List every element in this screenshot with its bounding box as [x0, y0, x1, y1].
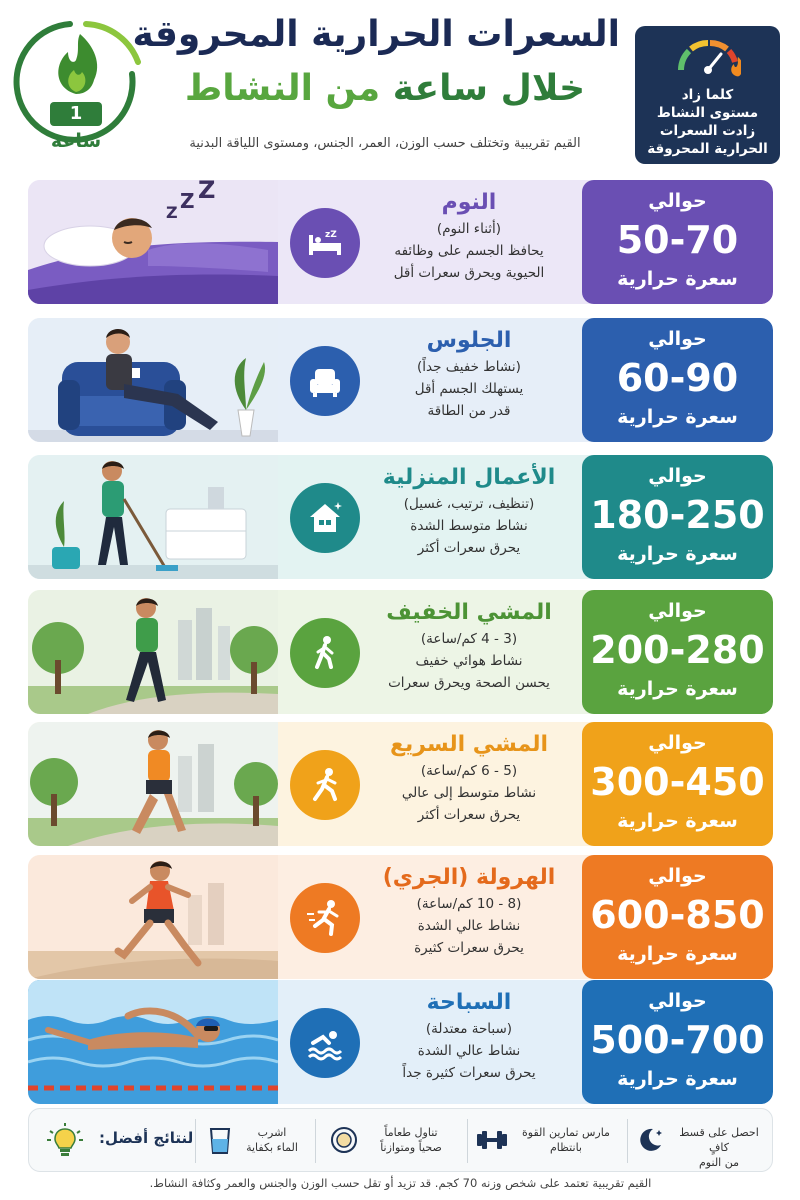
calorie-unit: سعرة حرارية — [617, 268, 738, 290]
svg-text:Z: Z — [198, 180, 216, 204]
divider — [627, 1119, 628, 1163]
activity-name: المشي الخفيف — [386, 600, 552, 625]
activity-detail: يحسن الصحة ويحرق سعرات — [388, 675, 550, 691]
calorie-range: 50-70 — [616, 218, 739, 262]
calorie-unit: سعرة حرارية — [617, 943, 738, 965]
approx-label: حوالي — [648, 990, 707, 1012]
hour-unit: ساعة — [50, 130, 102, 152]
calorie-unit: سعرة حرارية — [617, 406, 738, 428]
activity-detail: (تنظيف، ترتيب، غسيل) — [403, 496, 535, 512]
dumbbell-icon — [475, 1125, 509, 1155]
activity-note-box — [635, 26, 780, 164]
activity-detail: قدر من الطاقة — [427, 403, 511, 419]
gauge-icon — [675, 30, 741, 82]
activity-detail: نشاط متوسط الشدة — [410, 518, 528, 534]
approx-label: حوالي — [648, 465, 707, 487]
light-walking-scene-image — [28, 590, 278, 714]
calorie-range: 300-450 — [590, 760, 765, 804]
approx-label: حوالي — [648, 865, 707, 887]
activity-row-swimming — [28, 980, 773, 1104]
activity-row-sitting — [28, 318, 773, 442]
calorie-range: 600-850 — [590, 893, 765, 937]
activity-detail: يحرق سعرات أكثر — [417, 807, 521, 823]
approx-label: حوالي — [648, 190, 707, 212]
page-subtitle: القيم تقريبية وتختلف حسب الوزن، العمر، الجنس، ومستوى اللياقة البدنية — [189, 136, 581, 151]
tips-bar — [28, 1108, 773, 1172]
activity-detail: (8 - 10 كم/ساعة) — [416, 896, 522, 912]
hour-number: 1 — [50, 102, 102, 126]
calorie-box — [582, 590, 773, 714]
brisk-walking-scene-image — [28, 722, 278, 846]
activity-name: السباحة — [426, 990, 512, 1015]
footer-note: القيم تقريبية تعتمد على شخص وزنه 70 كجم. قد تزيد أو تقل حسب الوزن والجنس والعمر وكثافة النشاط. — [149, 1176, 652, 1190]
fast-walk-icon — [290, 750, 360, 820]
water-glass-icon — [207, 1125, 233, 1157]
activity-detail: نشاط عالي الشدة — [417, 918, 521, 934]
tip-text: من النوم — [699, 1156, 739, 1169]
tip-text: تناول طعاماً — [384, 1126, 438, 1139]
running-icon — [290, 883, 360, 953]
swimming-scene-image — [28, 980, 278, 1104]
jogging-scene-image — [28, 855, 278, 979]
calorie-range: 200-280 — [590, 628, 765, 672]
calorie-unit: سعرة حرارية — [617, 810, 738, 832]
housework-scene-image — [28, 455, 278, 579]
activity-row-jogging — [28, 855, 773, 979]
calorie-range: 60-90 — [616, 356, 739, 400]
activity-name: الهرولة (الجري) — [382, 865, 556, 890]
activity-detail: نشاط عالي الشدة — [417, 1043, 521, 1059]
calorie-box — [582, 855, 773, 979]
divider — [467, 1119, 468, 1163]
activity-detail: يحرق سعرات كثيرة — [414, 940, 524, 956]
divider — [195, 1119, 196, 1163]
activity-detail: (أثناء النوم) — [436, 221, 502, 237]
activity-detail: (سباحة معتدلة) — [425, 1021, 513, 1037]
calorie-unit: سعرة حرارية — [617, 543, 738, 565]
plate-icon — [329, 1125, 359, 1155]
divider — [315, 1119, 316, 1163]
approx-label: حوالي — [648, 328, 707, 350]
activity-detail: يحرق سعرات أكثر — [417, 540, 521, 556]
activity-detail: الحيوية ويحرق سعرات أقل — [393, 265, 545, 281]
tip-sleep — [629, 1117, 769, 1169]
activity-row-sleep — [28, 180, 773, 304]
calorie-range: 180-250 — [590, 493, 765, 537]
tip-strength — [469, 1117, 621, 1165]
tip-food — [317, 1117, 461, 1165]
activity-row-brisk-walking — [28, 722, 773, 846]
calorie-box — [582, 318, 773, 442]
tip-text: اشرب — [257, 1126, 287, 1139]
activity-name: النوم — [441, 190, 497, 215]
calorie-unit: سعرة حرارية — [617, 678, 738, 700]
activity-detail: (5 - 6 كم/ساعة) — [420, 763, 518, 779]
activity-name: الأعمال المنزلية — [382, 465, 556, 490]
calorie-box — [582, 455, 773, 579]
activity-name: الجلوس — [426, 328, 512, 353]
walking-icon — [290, 618, 360, 688]
sleep-scene-image — [28, 180, 278, 304]
calorie-range: 500-700 — [590, 1018, 765, 1062]
approx-label: حوالي — [648, 600, 707, 622]
tip-text: بانتظام — [550, 1141, 582, 1154]
activity-detail: يحافظ الجسم على وظائفه — [394, 243, 544, 259]
activity-detail: يحرق سعرات كثيرة جداً — [402, 1065, 536, 1081]
activity-detail: (3 - 4 كم/ساعة) — [420, 631, 518, 647]
swimming-icon — [290, 1008, 360, 1078]
note-text: كلما زاد مستوى النشاط زادت السعرات الحرارية المحروقة — [647, 87, 768, 157]
calorie-unit: سعرة حرارية — [617, 1068, 738, 1090]
tip-text: الماء بكفاية — [246, 1141, 298, 1154]
lightbulb-icon — [47, 1123, 83, 1159]
calorie-box — [582, 180, 773, 304]
approx-label: حوالي — [648, 732, 707, 754]
title-part2: من النشاط — [184, 68, 381, 109]
page-title-line2 — [150, 68, 620, 109]
tip-water — [199, 1117, 309, 1165]
activity-detail: نشاط متوسط إلى عالي — [401, 785, 537, 801]
sitting-scene-image — [28, 318, 278, 442]
activity-detail: نشاط هوائي خفيف — [415, 653, 523, 669]
armchair-icon — [290, 346, 360, 416]
tip-text: مارس تمارين القوة — [522, 1126, 610, 1139]
calorie-box — [582, 722, 773, 846]
activity-detail: (نشاط خفيف جداً) — [417, 359, 521, 375]
page-title: السعرات الحرارية المحروقة — [132, 14, 620, 55]
svg-text:Z: Z — [166, 203, 178, 222]
tip-text: احصل على قسط كافٍ — [679, 1126, 759, 1154]
tips-title: لنتائج أفضل: — [99, 1129, 194, 1147]
calorie-box — [582, 980, 773, 1104]
activity-row-light-walking — [28, 590, 773, 714]
activity-name: المشي السريع — [389, 732, 549, 757]
moon-icon — [635, 1125, 665, 1155]
svg-text:zZ: zZ — [325, 230, 337, 240]
bed-icon — [290, 208, 360, 278]
title-part1: خلال ساعة — [392, 68, 586, 109]
activity-row-housework — [28, 455, 773, 579]
house-icon — [290, 483, 360, 553]
svg-text:Z: Z — [180, 189, 195, 213]
tip-text: صحياً ومتوازناً — [380, 1141, 442, 1154]
activity-detail: يستهلك الجسم أقل — [414, 381, 524, 397]
